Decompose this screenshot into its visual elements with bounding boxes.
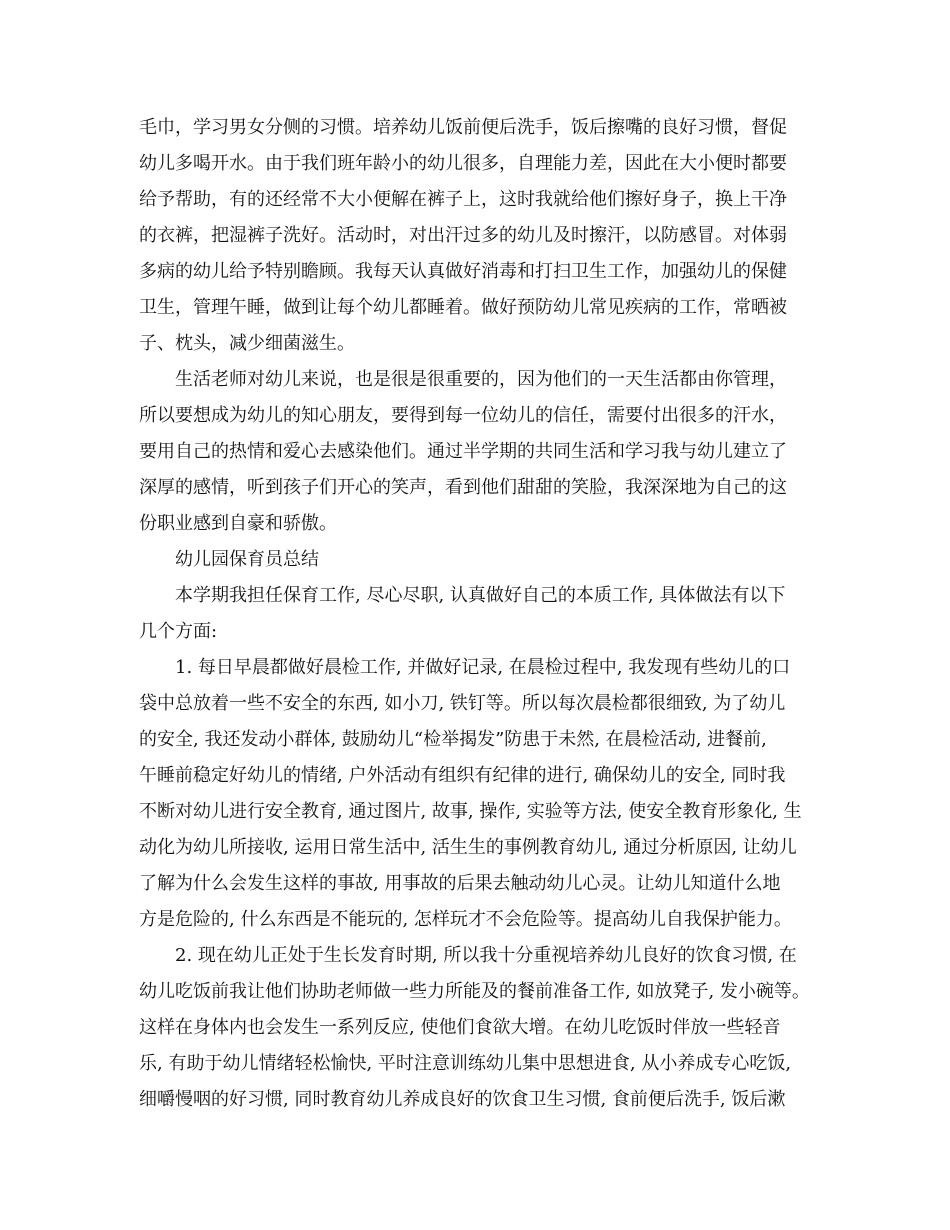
text-line: 卫生，管理午睡，做到让每个幼儿都睡着。做好预防幼儿常见疾病的工作，常晒被 [139, 297, 787, 318]
text-line: 份职业感到自豪和骄傲。 [139, 513, 337, 534]
text-line: 细嚼慢咽的好习惯, 同时教育幼儿养成良好的饮食卫生习惯, 食前便后洗手, 饭后漱 [139, 1089, 786, 1110]
text-line: 毛巾，学习男女分侧的习惯。培养幼儿饭前便后洗手，饭后擦嘴的良好习惯，督促 [139, 117, 787, 138]
text-line: 子、枕头，减少细菌滋生。 [139, 333, 355, 354]
text-line: 深厚的感情，听到孩子们开心的笑声，看到他们甜甜的笑脸，我深深地为自己的这 [139, 477, 787, 498]
text-line: 幼儿多喝开水。由于我们班年龄小的幼儿很多，自理能力差，因此在大小便时都要 [139, 153, 787, 174]
text-line: 生活老师对幼儿来说，也是很是很重要的，因为他们的一天生活都由你管理， [175, 369, 787, 390]
text-line: 午睡前稳定好幼儿的情绪, 户外活动有组织有纪律的进行, 确保幼儿的安全, 同时我 [139, 765, 786, 786]
text-line: 所以要想成为幼儿的知心朋友，要得到每一位幼儿的信任，需要付出很多的汗水， [139, 405, 787, 426]
text-line: 1. 每日早晨都做好晨检工作, 并做好记录, 在晨检过程中, 我发现有些幼儿的口 [175, 657, 791, 678]
text-line: 这样在身体内也会发生一系列反应, 使他们食欲大增。在幼儿吃饭时伴放一些轻音 [139, 1017, 781, 1038]
text-line: 不断对幼儿进行安全教育, 通过图片, 故事, 操作, 实验等方法, 使安全教育形象化, 生 [139, 801, 802, 822]
text-line: 幼儿园保育员总结 [175, 549, 319, 570]
text-line: 了解为什么会发生这样的事故, 用事故的后果去触动幼儿心灵。让幼儿知道什么地 [139, 873, 781, 894]
text-line: 方是危险的, 什么东西是不能玩的, 怎样玩才不会危险等。提高幼儿自我保护能力。 [139, 909, 792, 930]
text-line: 幼儿吃饭前我让他们协助老师做一些力所能及的餐前准备工作, 如放凳子, 发小碗等。 [139, 981, 810, 1002]
text-line: 2. 现在幼儿正处于生长发育时期, 所以我十分重视培养幼儿良好的饮食习惯, 在 [175, 945, 797, 966]
text-line: 本学期我担任保育工作, 尽心尽职, 认真做好自己的本质工作, 具体做法有以下 [175, 585, 786, 606]
text-line: 要用自己的热情和爱心去感染他们。通过半学期的共同生活和学习我与幼儿建立了 [139, 441, 787, 462]
text-line: 袋中总放着一些不安全的东西, 如小刀, 铁钉等。所以每次晨检都很细致, 为了幼儿 [139, 693, 786, 714]
text-line: 的安全, 我还发动小群体, 鼓励幼儿“检举揭发”防患于未然, 在晨检活动, 进餐前, [139, 729, 767, 750]
text-line: 的衣裤，把湿裤子洗好。活动时，对出汗过多的幼儿及时擦汗，以防感冒。对体弱 [139, 225, 787, 246]
text-line: 给予帮助，有的还经常不大小便解在裤子上，这时我就给他们擦好身子，换上干净 [139, 189, 787, 210]
text-line: 几个方面: [139, 621, 218, 642]
text-line: 乐, 有助于幼儿情绪轻松愉快, 平时注意训练幼儿集中思想进食, 从小养成专心吃饭, [139, 1053, 792, 1074]
text-line: 多病的幼儿给予特别瞻顾。我每天认真做好消毒和打扫卫生工作，加强幼儿的保健 [139, 261, 787, 282]
document-body [139, 110, 819, 1118]
text-line: 动化为幼儿所接收, 运用日常生活中, 活生生的事例教育幼儿, 通过分析原因, 让幼儿 [139, 837, 797, 858]
